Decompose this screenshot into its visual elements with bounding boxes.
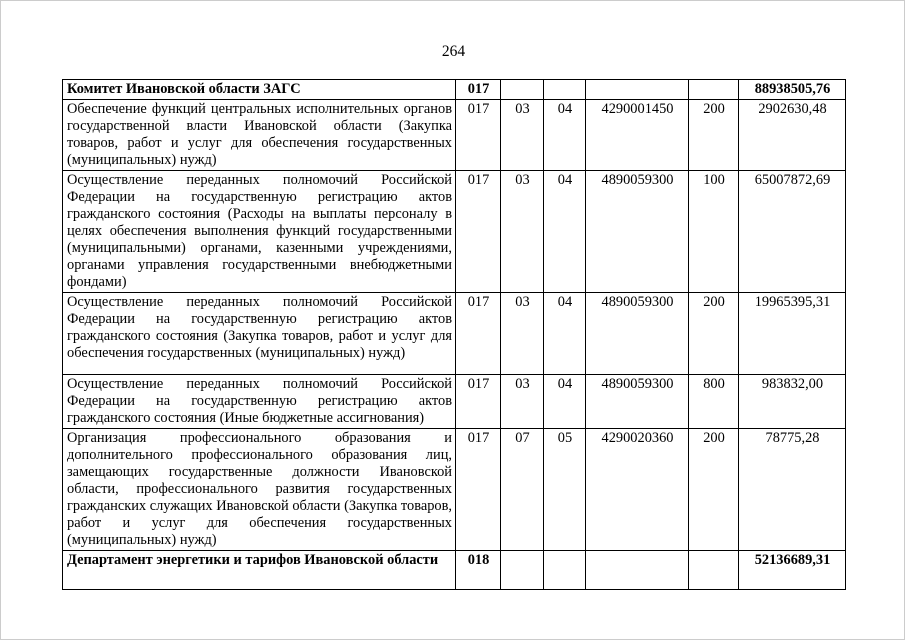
grbs-code-cell: 017 [456,100,501,171]
subsection-code-cell [544,80,586,100]
section-code-cell [501,80,544,100]
grbs-code-cell: 017 [456,375,501,429]
amount-cell: 983832,00 [739,375,846,429]
expense-type-cell: 200 [689,293,739,375]
budget-table [62,79,846,590]
expense-type-cell [689,80,739,100]
table-row [63,429,846,551]
target-article-cell: 4290001450 [586,100,689,171]
grbs-code-cell: 017 [456,171,501,293]
target-article-cell: 4890059300 [586,375,689,429]
subsection-code-cell: 04 [544,293,586,375]
expense-type-cell [689,551,739,590]
expense-type-cell: 800 [689,375,739,429]
amount-cell: 2902630,48 [739,100,846,171]
table-row [63,375,846,429]
target-article-cell [586,551,689,590]
expense-name-cell: Осуществление переданных полномочий Российской Федерации на государственную регистрацию актов гражданского состояния (Закупка товаров, работ и услуг для обеспечения государственных (муниципальных) нужд) [63,293,456,375]
target-article-cell: 4290020360 [586,429,689,551]
amount-cell: 88938505,76 [739,80,846,100]
expense-name-cell: Осуществление переданных полномочий Российской Федерации на государственную регистрацию актов гражданского состояния (Расходы на выплаты персоналу в целях обеспечения выполнения функций государственными (муниципальными) органами, казенными учреждениями, органами управления государственными внебюджетными фондами) [63,171,456,293]
expense-name-cell: Комитет Ивановской области ЗАГС [63,80,456,100]
expense-type-cell: 100 [689,171,739,293]
section-code-cell: 07 [501,429,544,551]
subsection-code-cell: 04 [544,375,586,429]
target-article-cell: 4890059300 [586,293,689,375]
page-number: 264 [441,43,466,60]
expense-type-cell: 200 [689,429,739,551]
expense-type-cell: 200 [689,100,739,171]
expense-name-cell: Обеспечение функций центральных исполнительных органов государственной власти Ивановской области (Закупка товаров, работ и услуг для обеспечения государственных (муниципальных) нужд) [63,100,456,171]
section-code-cell: 03 [501,375,544,429]
table-row [63,171,846,293]
amount-cell: 78775,28 [739,429,846,551]
expense-name-cell: Осуществление переданных полномочий Российской Федерации на государственную регистрацию актов гражданского состояния (Иные бюджетные ассигнования) [63,375,456,429]
section-code-cell: 03 [501,100,544,171]
section-code-cell [501,551,544,590]
amount-cell: 65007872,69 [739,171,846,293]
expense-name-cell: Департамент энергетики и тарифов Ивановской области [63,551,456,590]
expense-name-cell: Организация профессионального образования и дополнительного профессионального образования лиц, замещающих государственные должности Ивановской области, профессионального развития государственных гражданских служащих Ивановской области (Закупка товаров, работ и услуг для обеспечения государственных (муниципальных) нужд) [63,429,456,551]
subsection-code-cell: 05 [544,429,586,551]
table-row [63,80,846,100]
subsection-code-cell: 04 [544,171,586,293]
section-code-cell: 03 [501,293,544,375]
table-row [63,551,846,590]
table-row [63,293,846,375]
target-article-cell: 4890059300 [586,171,689,293]
table-row [63,100,846,171]
subsection-code-cell [544,551,586,590]
subsection-code-cell: 04 [544,100,586,171]
grbs-code-cell: 017 [456,429,501,551]
grbs-code-cell: 017 [456,293,501,375]
grbs-code-cell: 018 [456,551,501,590]
target-article-cell [586,80,689,100]
section-code-cell: 03 [501,171,544,293]
amount-cell: 52136689,31 [739,551,846,590]
amount-cell: 19965395,31 [739,293,846,375]
grbs-code-cell: 017 [456,80,501,100]
